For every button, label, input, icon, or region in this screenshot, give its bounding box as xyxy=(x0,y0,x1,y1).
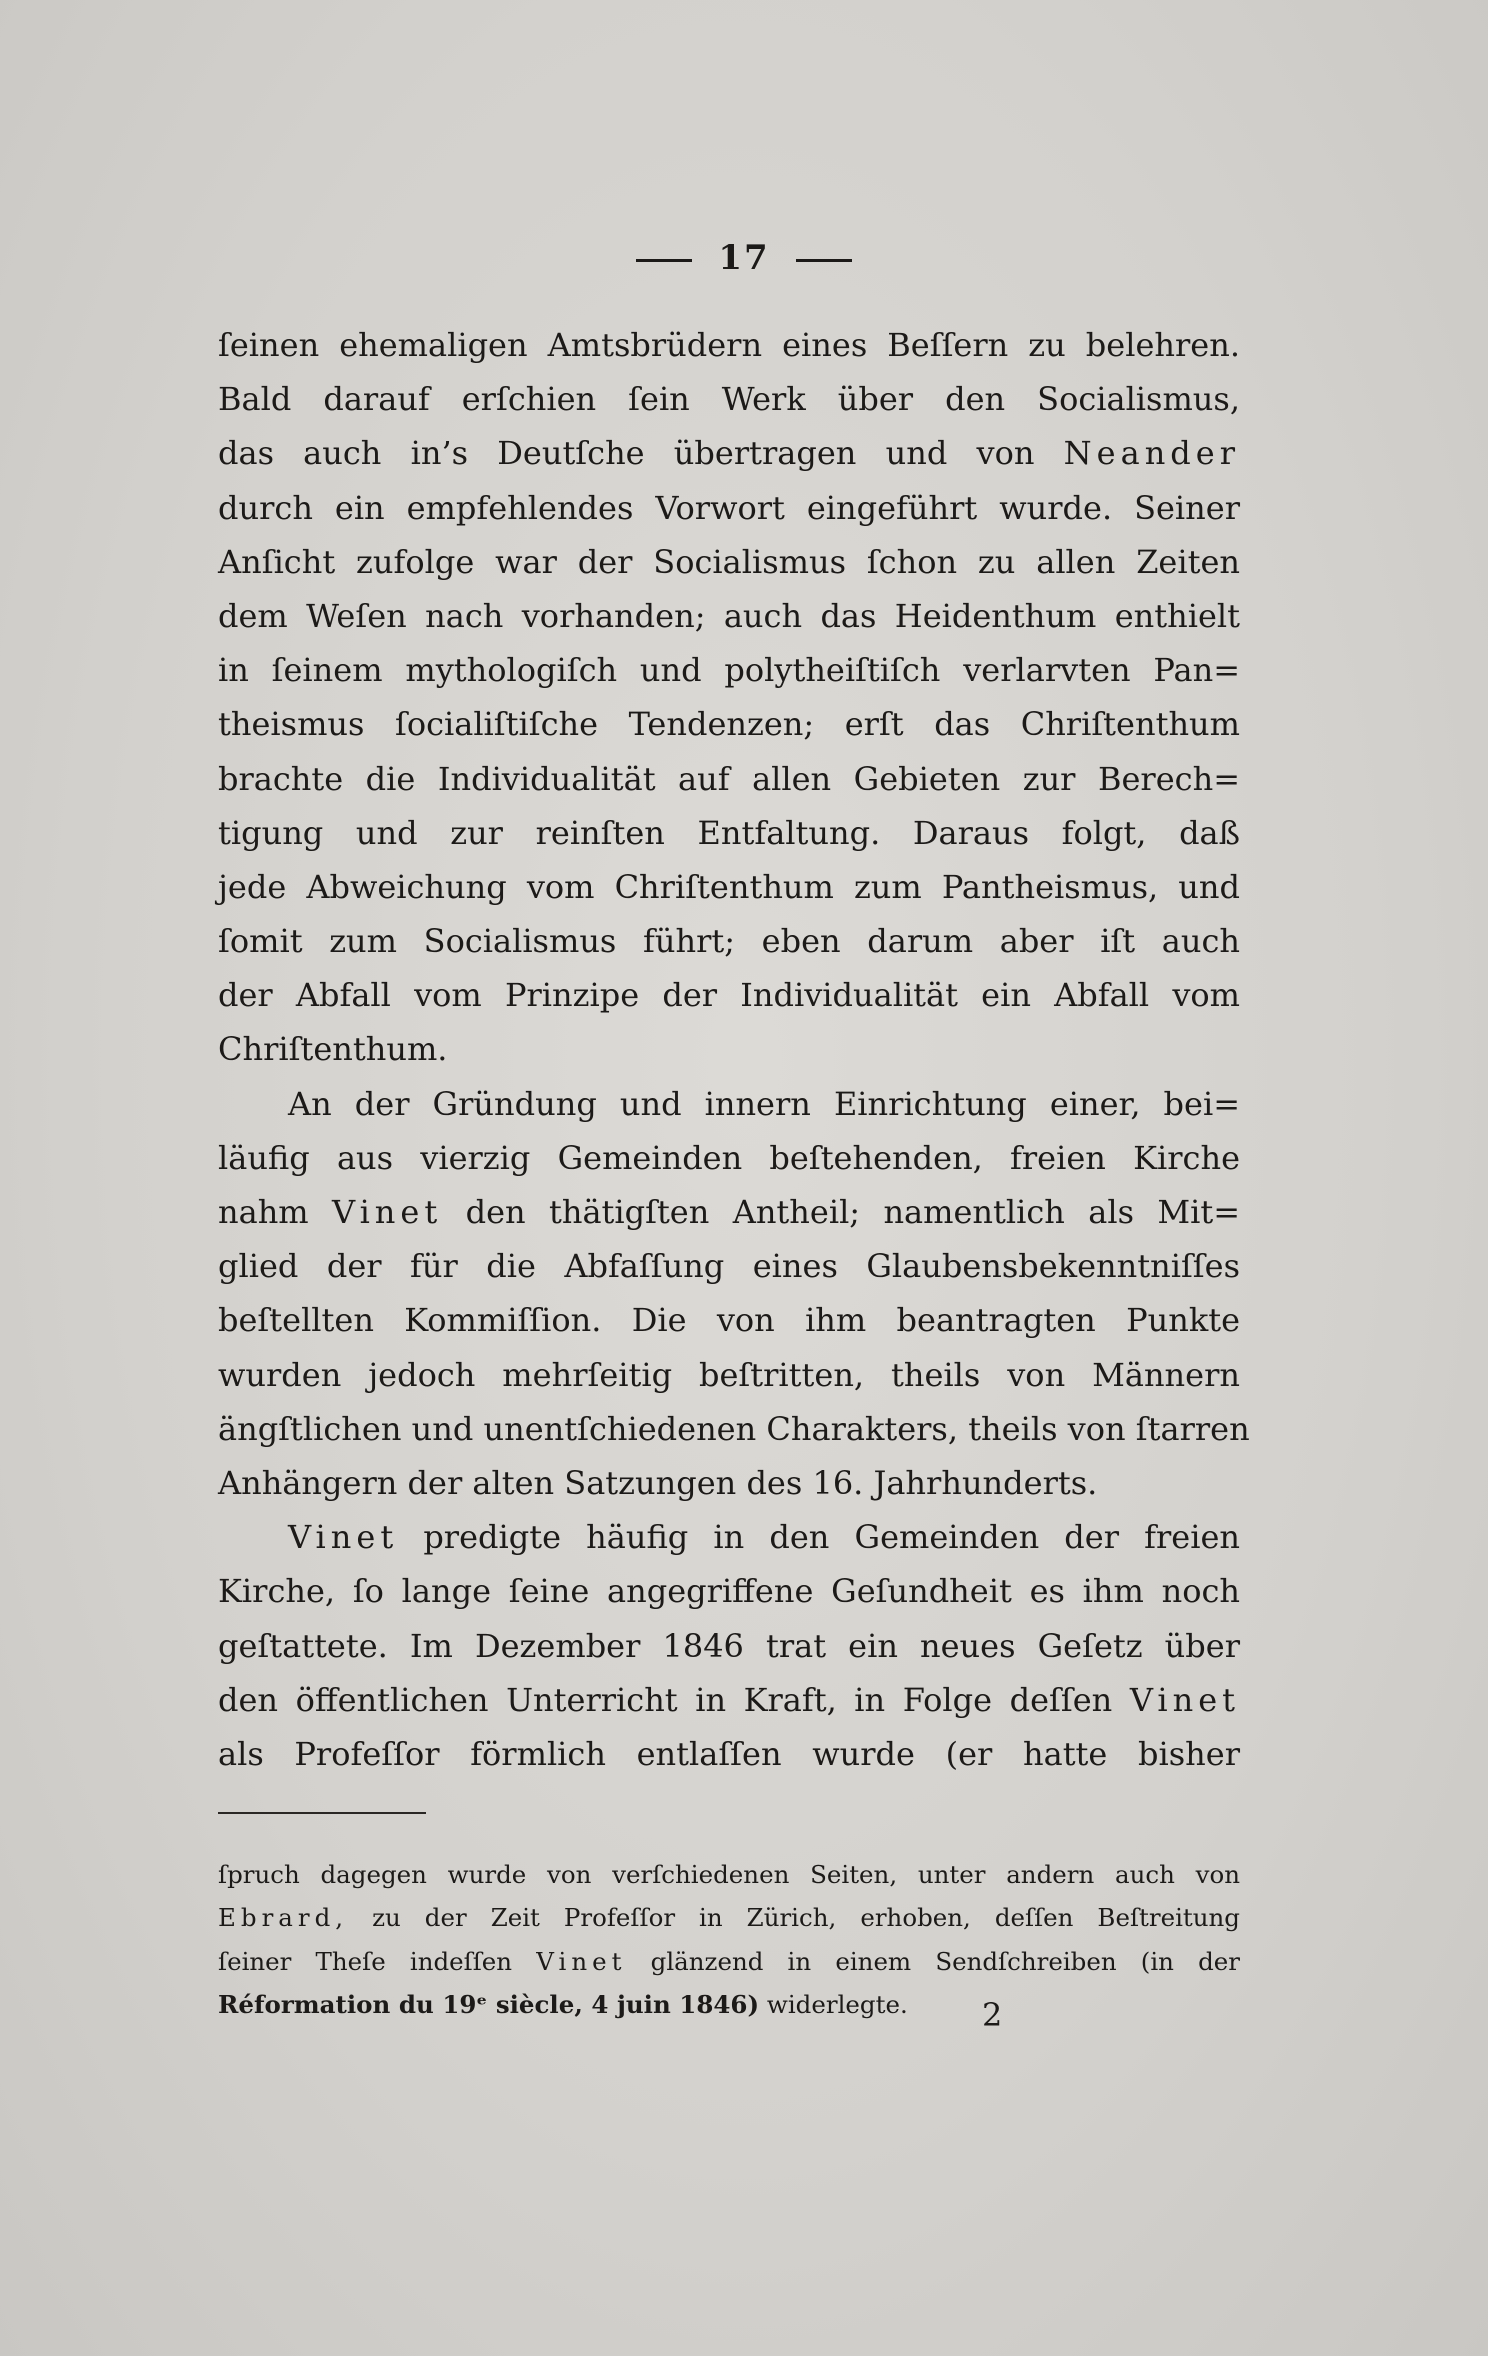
french-title: Réformation du 19ᵉ siècle, 4 juin 1846) xyxy=(218,1989,760,2019)
text-line: ſomit zum Socialismus führt; eben darum aber iſt auch xyxy=(218,922,1240,961)
footnote-line: Réformation du 19ᵉ siècle, 4 juin 1846) widerlegte. xyxy=(218,1989,908,2019)
text-line: theismus ſocialiſtiſche Tendenzen; erſt das Chriſtenthum xyxy=(218,705,1240,744)
text-line: dem Weſen nach vorhanden; auch das Heidenthum enthielt xyxy=(218,596,1240,635)
text-line: geſtattete. Im Dezember 1846 trat ein neues Geſetz über xyxy=(218,1626,1240,1665)
text-line: ſeinen ehemaligen Amtsbrüdern eines Beſſern zu belehren. xyxy=(218,326,1240,364)
text-line: Chriſtenthum. xyxy=(218,1030,448,1069)
header-dash-right xyxy=(796,259,852,262)
text-line: nahm Vinet den thätigſten Antheil; namentlich als Mit= xyxy=(218,1193,1241,1231)
text-line: den öffentlichen Unterricht in Kraft, in Folge deſſen Vinet xyxy=(218,1680,1241,1719)
name-vinet: Vinet xyxy=(332,1193,443,1231)
text-line: das auch in’s Deutſche übertragen und von Neander xyxy=(218,434,1241,473)
text-line: Kirche, ſo lange ſeine angegriffene Geſundheit es ihm noch xyxy=(218,1572,1240,1611)
footnote xyxy=(218,1853,1240,2026)
text-line: Anſicht zufolge war der Socialismus ſchon zu allen Zeiten xyxy=(218,542,1240,581)
text-line: jede Abweichung vom Chriſtenthum zum Pantheismus, und xyxy=(218,867,1240,906)
text-line: An der Gründung und innern Einrichtung einer, bei= xyxy=(288,1084,1240,1123)
name-vinet: Vinet xyxy=(536,1946,627,1976)
text-line: glied der für die Abfaſſung eines Glaubensbekenntniſſes xyxy=(218,1247,1240,1286)
text-line: durch ein empfehlendes Vorwort eingeführt wurde. Seiner xyxy=(218,488,1240,527)
name-neander: Neander xyxy=(1063,434,1241,473)
footnote-line: ſpruch dagegen wurde von verſchiedenen Seiten, unter andern auch von xyxy=(218,1860,1240,1889)
name-vinet: Vinet xyxy=(1129,1680,1241,1719)
text-line: brachte die Individualität auf allen Gebieten zur Berech= xyxy=(218,759,1240,798)
header-dash-left xyxy=(636,259,692,262)
text-line: ängſtlichen und unentſchiedenen Charakters, theils von ſtarren xyxy=(218,1409,1250,1448)
text-line: tigung und zur reinſten Entfaltung. Daraus folgt, daß xyxy=(218,813,1240,852)
signature-mark: 2 xyxy=(982,1996,1003,2034)
text-line: in ſeinem mythologiſch und polytheiſtiſch verlarvten Pan= xyxy=(218,651,1240,690)
name-vinet: Vinet xyxy=(288,1518,399,1557)
text-line: Anhängern der alten Satzungen des 16. Jahrhunderts. xyxy=(218,1463,1098,1502)
footnote-line: ſeiner Theſe indeſſen Vinet glänzend in einem Sendſchreiben (in der xyxy=(218,1946,1240,1976)
text-line: Bald darauf erſchien ſein Werk über den Socialismus, xyxy=(218,380,1240,419)
text-line: der Abfall vom Prinzipe der Individualität ein Abfall vom xyxy=(218,976,1240,1015)
text-line: Vinet predigte häufig in den Gemeinden der freien xyxy=(288,1518,1241,1557)
main-text xyxy=(218,318,1250,1781)
footnote-divider xyxy=(218,1812,426,1814)
footnote-line: Ebrard, zu der Zeit Profeſſor in Zürich, erhoben, deſſen Beſtreitung xyxy=(218,1903,1240,1933)
text-line: läufig aus vierzig Gemeinden beſtehenden, freien Kirche xyxy=(218,1138,1240,1177)
text-line: wurden jedoch mehrſeitig beſtritten, theils von Männern xyxy=(218,1355,1240,1394)
page-number: 17 xyxy=(718,238,770,278)
text-line: als Profeſſor förmlich entlaſſen wurde (er hatte bisher xyxy=(218,1734,1240,1773)
page-header xyxy=(0,238,1488,278)
text-line: beſtellten Kommiſſion. Die von ihm beantragten Punkte xyxy=(218,1301,1240,1340)
